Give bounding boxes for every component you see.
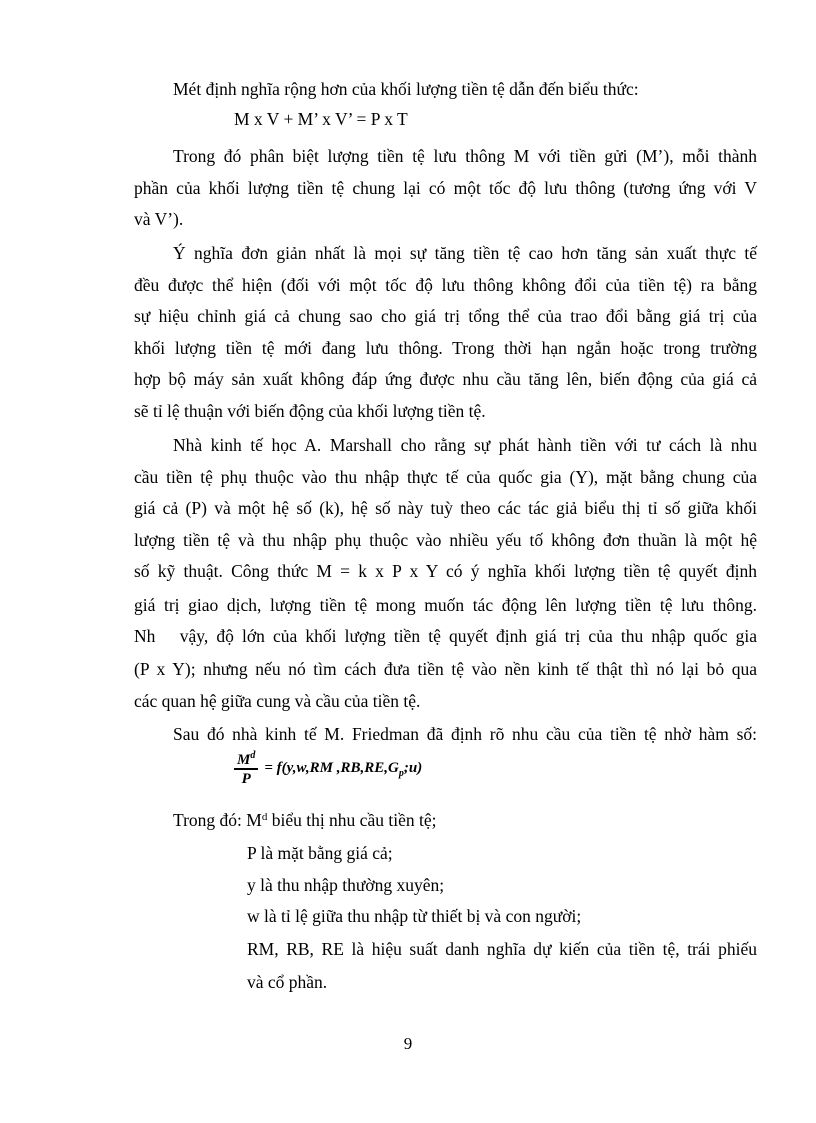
paragraph-line: cầu tiền tệ phụ thuộc vào thu nhập thực tế của quốc gia (Y), mặt bằng chung của	[134, 467, 757, 487]
legend-item-p: P là mặt bằng giá cả;	[247, 843, 393, 863]
money-demand-formula	[234, 752, 422, 788]
paragraph-line: Ý nghĩa đơn giản nhất là mọi sự tăng tiền tệ cao hơn tăng sản xuất thực tế	[173, 243, 757, 263]
paragraph-line: các quan hệ giữa cung và cầu của tiền tệ.	[134, 691, 421, 711]
equation-line: M x V + M’ x V’ = P x T	[234, 109, 408, 129]
formula-rhs: = f(y,w,RM $,RB,RE,G_p;u$)	[264, 760, 423, 780]
paragraph-line: Sau đó nhà kinh tế M. Friedman đã định rõ nhu cầu của tiền tệ nhờ hàm số:	[173, 724, 757, 744]
paragraph-line: khối lượng tiền tệ mới đang lưu thông. Trong thời hạn ngắn hoặc trong trường	[134, 338, 757, 358]
paragraph-line: số kỹ thuật. Công thức M = k x P x Y có ý nghĩa khối lượng tiền tệ quyết định	[134, 561, 757, 581]
paragraph-line: sự hiệu chỉnh giá cả chung sao cho giá trị tổng thể của trao đổi bằng giá trị của	[134, 306, 757, 326]
legend-item-y: y là thu nhập thường xuyên;	[247, 875, 445, 895]
legend-item-w: w là tỉ lệ giữa thu nhập từ thiết bị và con người;	[247, 906, 582, 926]
paragraph-line: phần của khối lượng tiền tệ chung lại có một tốc độ lưu thông (tương ứng với V	[134, 178, 757, 198]
paragraph-line: đều được thể hiện (đối với một tốc độ lưu thông không đổi của tiền tệ) ra bằng	[134, 275, 757, 295]
paragraph-line: giá cả (P) và một hệ số (k), hệ số này tuỳ theo các tác giả biểu thị tỉ số giữa khối	[134, 498, 757, 518]
paragraph-line: và V’).	[134, 209, 184, 229]
legend-intro: Trong đó: $M^d$ biểu thị nhu cầu tiền tệ;	[173, 810, 437, 830]
paragraph-line: (P x Y); nhưng nếu nó tìm cách đưa tiền tệ vào nền kinh tế thật thì nó lại bỏ qua	[134, 659, 757, 679]
formula-numerator: $M^d$	[237, 750, 256, 768]
paragraph-line: Nh vậy, độ lớn của khối lượng tiền tệ quyết định giá trị của thu nhập quốc gia	[134, 626, 757, 646]
paragraph-line: hợp bộ máy sản xuất không đáp ứng được nhu cầu tăng lên, biến động của giá cả	[134, 369, 757, 389]
paragraph-line: giá trị giao dịch, lượng tiền tệ mong muốn tác động lên lượng tiền tệ lưu thông.	[134, 595, 757, 615]
paragraph-line: Mét định nghĩa rộng hơn của khối lượng tiền tệ dẫn đến biểu thức:	[173, 79, 639, 99]
legend-item-rm: RM, RB, RE là hiệu suất danh nghĩa dự kiến của tiền tệ, trái phiếu	[247, 939, 757, 959]
paragraph-line: sẽ tỉ lệ thuận với biến động của khối lượng tiền tệ.	[134, 401, 486, 421]
paragraph-line: Trong đó phân biệt lượng tiền tệ lưu thông M với tiền gửi (M’), mỗi thành	[173, 146, 757, 166]
formula-denominator: P	[241, 770, 251, 787]
paragraph-line: Nhà kinh tế học A. Marshall cho rằng sự phát hành tiền với tư cách là nhu	[173, 435, 757, 455]
page-number: 9	[403, 1034, 413, 1053]
paragraph-line: lượng tiền tệ và thu nhập phụ thuộc vào nhiều yếu tố không đơn thuần là một hệ	[134, 530, 757, 550]
formula-fraction	[234, 752, 258, 788]
legend-item-rm-cont: và cổ phần.	[247, 972, 328, 992]
